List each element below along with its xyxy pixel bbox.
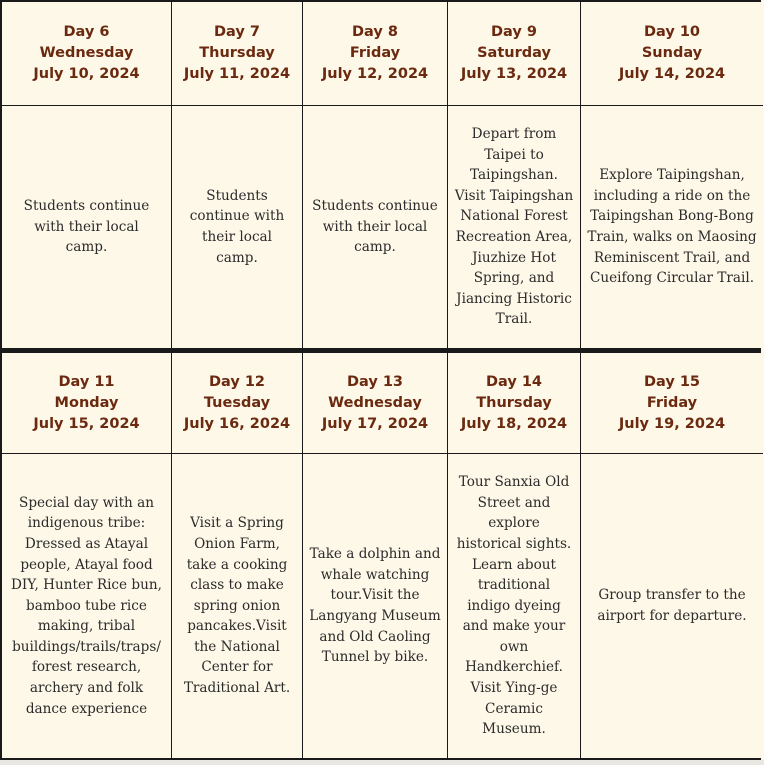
activity-cell <box>2 106 172 348</box>
day-weekday: Wednesday <box>39 45 134 61</box>
activity-text: Students continue with their local camp. <box>312 198 438 256</box>
activity-text: Students continue with their local camp. <box>189 187 285 266</box>
activity-cell <box>303 454 448 758</box>
activity-cell <box>448 106 581 348</box>
day-header-cell <box>448 2 581 106</box>
activity-cell <box>448 454 581 758</box>
activity-cell <box>303 106 448 348</box>
day-number: Day 8 <box>352 24 398 40</box>
day-date: July 17, 2024 <box>321 415 429 432</box>
itinerary-week-1 <box>0 0 761 350</box>
day-header-cell <box>172 353 303 454</box>
day-weekday: Monday <box>54 394 119 411</box>
day-date: July 15, 2024 <box>33 415 140 432</box>
day-header-cell <box>581 353 763 454</box>
day-date: July 14, 2024 <box>618 66 726 82</box>
day-weekday: Thursday <box>199 45 275 61</box>
day-header-cell <box>303 2 448 106</box>
day-header-cell <box>172 2 303 106</box>
day-weekday: Saturday <box>477 45 551 61</box>
activity-text: Depart from Taipei to Taipingshan. Visit Taipingshan National Forest Recreation Area, Jiuzhize Hot Spring, and Jiancing Historic Trail. <box>454 126 574 328</box>
day-weekday: Friday <box>646 394 698 411</box>
day-header-cell <box>2 353 172 454</box>
day-date: July 10, 2024 <box>33 66 140 82</box>
day-number: Day 15 <box>643 373 701 390</box>
day-weekday: Tuesday <box>203 394 271 411</box>
day-number: Day 10 <box>643 24 701 40</box>
day-header-cell <box>2 2 172 106</box>
day-header-cell <box>448 353 581 454</box>
day-date: July 12, 2024 <box>321 66 429 82</box>
day-number: Day 12 <box>208 373 266 390</box>
activity-cell <box>172 454 303 758</box>
page-bottom-edge <box>0 760 764 765</box>
day-number: Day 9 <box>491 24 537 40</box>
activity-text: Explore Taipingshan, including a ride on the Taipingshan Bong-Bong Train, walks on Maosing Reminiscent Trail, and Cueifong Circular Trail. <box>587 167 757 287</box>
day-header-cell <box>581 2 763 106</box>
day-number: Day 7 <box>214 24 260 40</box>
day-date: July 16, 2024 <box>183 415 291 432</box>
day-header-cell <box>303 353 448 454</box>
day-number: Day 6 <box>63 24 110 40</box>
itinerary-week-2 <box>0 350 761 760</box>
activity-text: Take a dolphin and whale watching tour.Visit the Langyang Museum and Old Caoling Tunnel by bike. <box>309 546 441 666</box>
day-number: Day 13 <box>346 373 404 390</box>
activity-text: Students continue with their local camp. <box>23 198 150 256</box>
day-weekday: Wednesday <box>328 394 422 411</box>
activity-text: Group transfer to the airport for departure. <box>597 587 747 624</box>
activity-cell <box>2 454 172 758</box>
day-date: July 13, 2024 <box>460 66 568 82</box>
day-date: July 19, 2024 <box>618 415 726 432</box>
day-number: Day 14 <box>485 373 543 390</box>
day-number: Day 11 <box>58 373 115 390</box>
activity-text: Tour Sanxia Old Street and explore historical sights. Learn about traditional indigo dyeing and make your own Handkerchief. Visit Ying-ge Ceramic Museum. <box>456 474 572 738</box>
activity-text: Visit a Spring Onion Farm, take a cooking class to make spring onion pancakes.Visit the National Center for Traditional Art. <box>183 515 291 697</box>
day-weekday: Friday <box>349 45 401 61</box>
activity-text: Special day with an indigenous tribe: Dressed as Atayal people, Atayal food DIY, Hunter Rice bun, bamboo tube rice making, tribal buildings/trails/traps/ forest research, archery and folk dance experience <box>11 494 162 717</box>
activity-cell <box>581 454 763 758</box>
day-weekday: Sunday <box>641 45 703 61</box>
day-date: July 18, 2024 <box>460 415 568 432</box>
day-date: July 11, 2024 <box>183 66 291 82</box>
activity-cell <box>172 106 303 348</box>
day-weekday: Thursday <box>476 394 552 411</box>
activity-cell <box>581 106 763 348</box>
